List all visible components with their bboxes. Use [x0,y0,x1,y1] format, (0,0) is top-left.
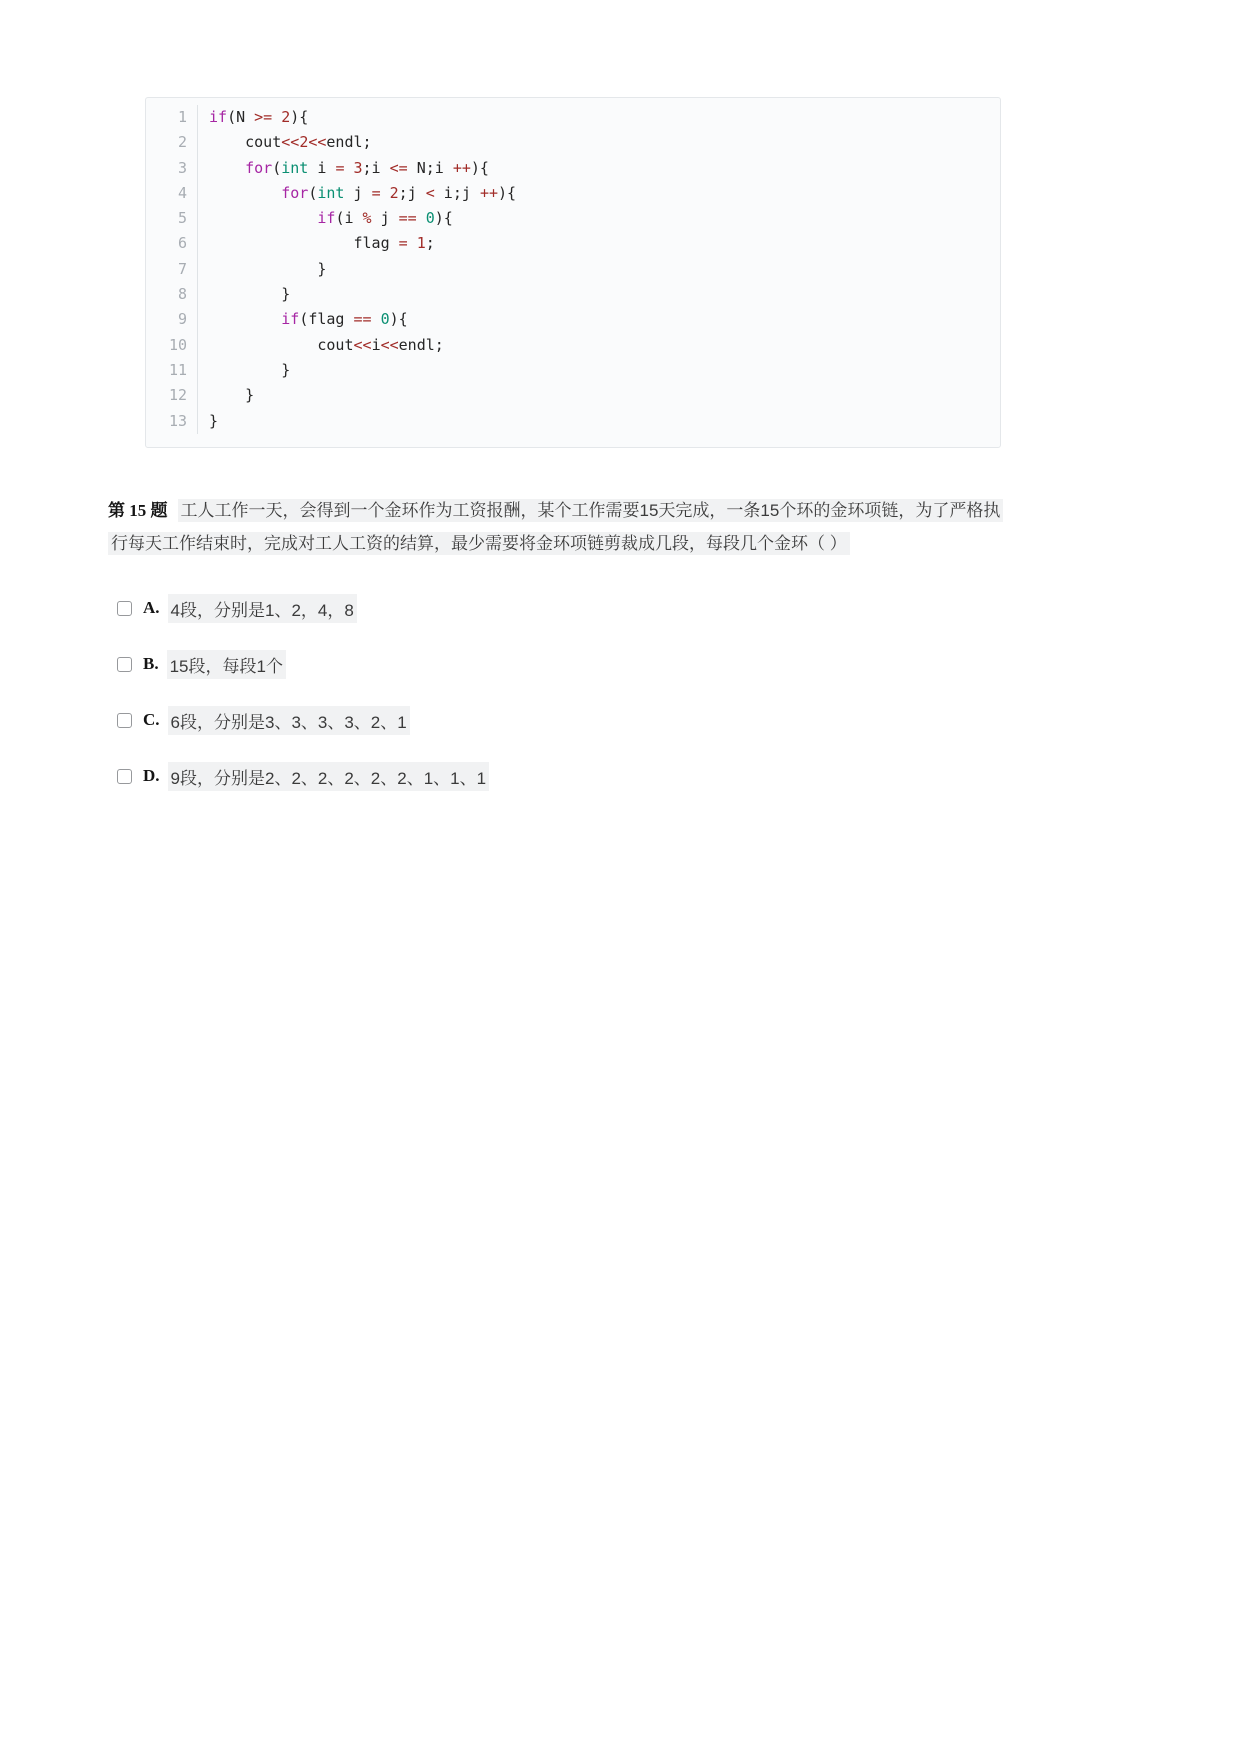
code-line: cout<<i<<endl; [209,335,444,354]
code-line: if(N >= 2){ [209,108,309,126]
code-gutter [146,105,198,434]
code-line: cout<<2<<endl; [209,133,372,152]
option-text: 15段，每段1个 [167,650,286,679]
line-number: 9 [177,310,187,329]
option-row[interactable] [117,594,1241,623]
option-text: 9段，分别是2、2、2、2、2、2、1、1、1 [168,762,490,791]
option-checkbox[interactable] [117,601,132,616]
line-number: 1 [177,108,187,126]
code-block [145,97,1001,448]
code-line: for(int i = 3;i <= N;i ++){ [245,158,489,177]
line-number: 12 [168,386,187,405]
option-text: 6段，分别是3、3、3、3、2、1 [168,706,410,735]
option-row[interactable] [117,706,1241,735]
line-number: 4 [177,183,187,202]
option-checkbox[interactable] [117,713,132,728]
question-paragraph [108,494,1013,560]
line-number: 13 [168,411,187,430]
line-number: 2 [177,133,187,152]
line-number: 8 [177,285,187,304]
code-line: } [209,259,327,278]
option-text: 4段，分别是1、2，4，8 [168,594,357,623]
code-line: } [209,360,291,379]
line-number: 11 [168,360,187,379]
line-number: 6 [177,234,187,253]
code-line: } [209,411,219,430]
code-line: flag = 1; [209,234,435,253]
line-number: 10 [168,335,187,354]
code-line: if(i % j == 0){ [317,209,453,228]
line-number: 3 [177,158,187,177]
quiz-page [0,0,1241,818]
line-number: 5 [177,209,187,228]
option-label: A. [143,598,160,618]
option-checkbox[interactable] [117,769,132,784]
option-checkbox[interactable] [117,657,132,672]
option-label: D. [143,766,160,786]
question-text: 工人工作一天，会得到一个金环作为工资报酬，某个工作需要15天完成，一条15个环的金环项链，为了严格执行每天工作结束时，完成对工人工资的结算，最少需要将金环项链剪裁成几段，每段几个金环（ ） [108,499,1003,555]
code-line: } [209,386,255,405]
code-line: for(int j = 2;j < i;j ++){ [281,183,517,202]
code-line: } [209,285,291,304]
option-label: B. [143,654,159,674]
option-label: C. [143,710,160,730]
code-line: if(flag == 0){ [281,310,408,329]
question-number-label: 第 15 题 [108,500,168,520]
code-lines [198,105,1000,434]
option-row[interactable] [117,650,1241,679]
option-row[interactable] [117,762,1241,791]
options-list [117,594,1241,791]
line-number: 7 [177,259,187,278]
